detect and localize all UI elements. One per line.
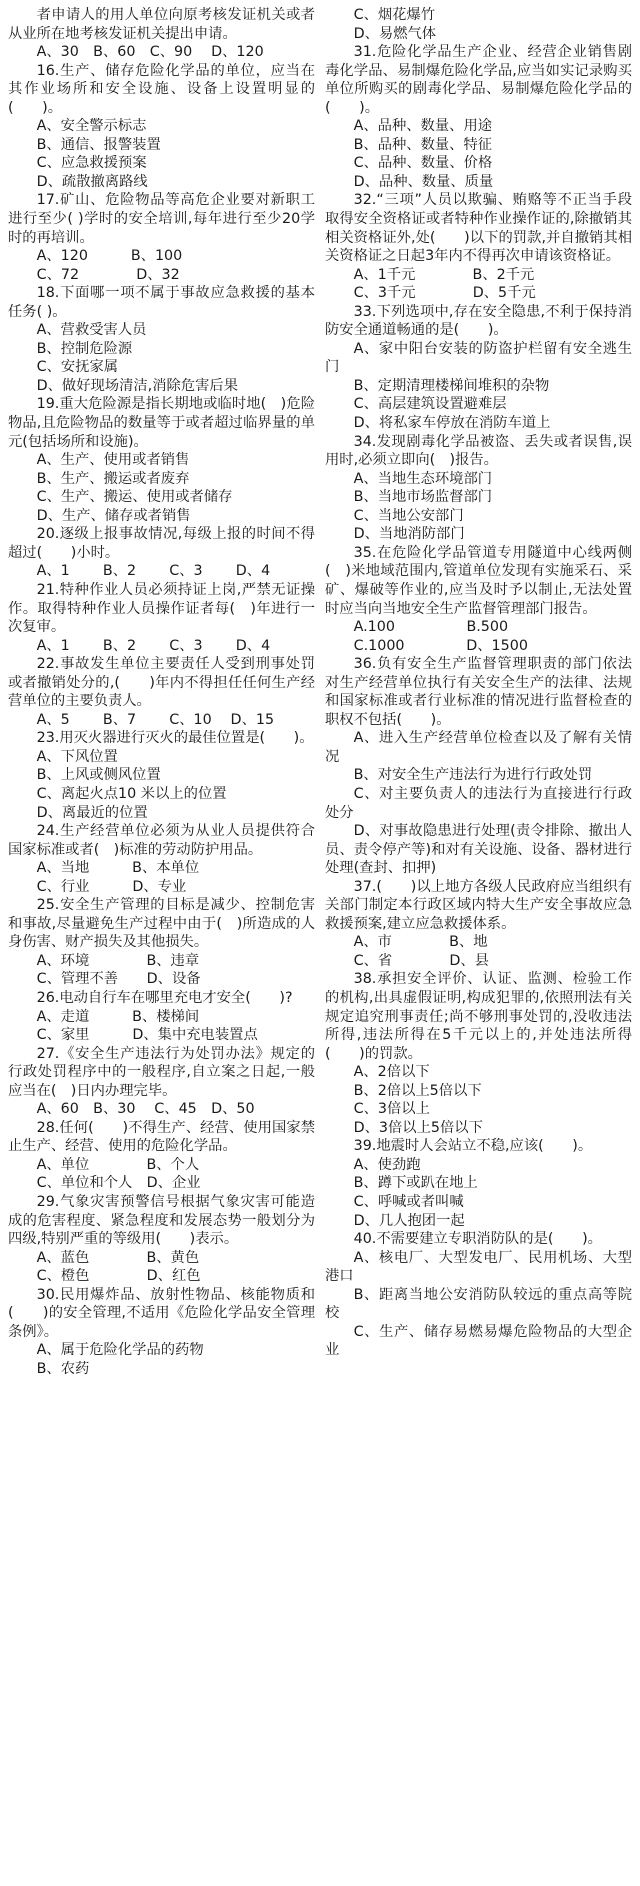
answer-options: D、当地消防部门 <box>353 526 465 543</box>
question-text: B、对安全生产违法行为进行行政处罚 <box>353 767 593 784</box>
question-text: 28.任何( )不得生产、经营、使用国家禁止生产、经营、使用的危险化学品。 <box>8 1119 315 1155</box>
question-text: 23.用灭火器进行灭火的最佳位置是( )。 <box>36 730 314 747</box>
question-text: 20.逐级上报事故情况,每级上报的时间不得超过( )小时。 <box>8 526 315 561</box>
answer-options: B、品种、数量、特征 <box>353 136 493 153</box>
continued-text: 者申请人的用人单位向原考核发证机关或者从业所在地考核发证机关提出申请。 <box>8 7 315 42</box>
question-text: 18.下面哪一项不属于事故应急救援的基本任务( )。 <box>8 285 315 320</box>
answer-options: B、控制危险源 <box>36 340 133 357</box>
answer-options: B、农药 <box>36 1360 90 1377</box>
answer-options: A、2倍以下 <box>353 1064 430 1081</box>
question-text: 21.特种作业人员必须持证上岗,严禁无证操作。取得特种作业人员操作证者每( )年进行一次复审。 <box>8 581 315 636</box>
question-text: 34.发现剧毒化学品被盗、丢失或者误售,误用时,必须立即向( )报告。 <box>325 433 632 469</box>
question-text: A、核电厂、大型发电厂、民用机场、大型港口 <box>325 1249 632 1285</box>
question-text: 22.事故发生单位主要责任人受到刑事处罚或者撤销处分的,( )年内不得担任任何生产经营单位的主要负责人。 <box>8 656 315 710</box>
answer-options: B、当地市场监督部门 <box>353 489 493 506</box>
answer-options: D、离最近的位置 <box>36 804 148 821</box>
answer-options: C、呼喊或者叫喊 <box>353 1194 464 1210</box>
answer-options: C、单位和个人 D、企业 <box>36 1175 201 1192</box>
answer-options: C、当地公安部门 <box>353 507 464 524</box>
answer-options: A、60 B、30 C、45 D、50 <box>36 1101 255 1118</box>
answer-options: C、应急救援预案 <box>36 155 147 172</box>
answer-options: B、2倍以上5倍以下 <box>353 1082 482 1099</box>
question-text: 39.地震时人会站立不稳,应该( )。 <box>353 1138 593 1155</box>
answer-options: C、3倍以上 <box>353 1101 430 1118</box>
answer-options: B、生产、搬运或者废弃 <box>36 470 190 487</box>
answer-options: D、品种、数量、质量 <box>353 173 494 190</box>
answer-options: A、市 B、地 <box>353 934 488 951</box>
question-text: A、家中阳台安装的防盗护栏留有安全逃生门 <box>325 340 632 376</box>
answer-options: A、下风位置 <box>36 748 118 765</box>
question-text: 29.气象灾害预警信号根据气象灾害可能造成的危害程度、紧急程度和发展态势一般划分为四级,特别严重的等级用( )表示。 <box>8 1194 315 1248</box>
answer-options: D、做好现场清洁,消除危害后果 <box>36 377 239 394</box>
question-text: A、进入生产经营单位检查以及了解有关情况 <box>325 730 632 765</box>
answer-options: B、通信、报警装置 <box>36 136 161 153</box>
question-text: 40.不需要建立专职消防队的是( )。 <box>353 1231 602 1248</box>
answer-options: B、蹲下或趴在地上 <box>353 1175 478 1192</box>
answer-options: A、安全警示标志 <box>36 118 147 135</box>
answer-options: A、120 B、100 <box>36 248 183 265</box>
question-text: 37.( )以上地方各级人民政府应当组织有关部门制定本行政区域内特大生产安全事故应急救援预案,建立应急救援体系。 <box>325 878 632 932</box>
answer-options: C、省 D、县 <box>353 952 489 969</box>
question-text: 36.负有安全生产监督管理职责的部门依法对生产经营单位执行有关安全生产的法律、法规和国家标准或者行业标准的情况进行监督检查的职权不包括( )。 <box>325 656 632 728</box>
question-text: 24.生产经营单位必须为从业人员提供符合国家标准或者( )标准的劳动防护用品。 <box>8 823 315 858</box>
answer-options: A、环境 B、违章 <box>36 952 200 969</box>
question-text: 25.安全生产管理的目标是减少、控制危害和事故,尽量避免生产过程中由于( )所造成的人身伤害、财产损失及其他损失。 <box>8 897 315 951</box>
question-text: 17.矿山、危险物品等高危企业要对新职工进行至少( )学时的安全培训,每年进行至少20学时的再培训。 <box>8 192 315 246</box>
answer-options: A、1 B、2 C、3 D、4 <box>36 637 271 654</box>
question-text: 32.“三项”人员以欺骗、贿赂等不正当手段取得安全资格证或者特种作业操作证的,除撤销其相关资格证外,处( )以下的罚款,并自撤销其相关资格证之日起3年内不得再次申请该资格证。 <box>325 192 632 265</box>
question-text: 19.重大危险源是指长期地或临时地( )危险物品,且危险物品的数量等于或者超过临界量的单元(包括场所和设施)。 <box>8 396 315 450</box>
answer-options: C、3千元 D、5千元 <box>353 285 536 302</box>
question-text: 35.在危险化学品管道专用隧道中心线两侧( )米地域范围内,管道单位发现有实施采石、采矿、爆破等作业的,应当及时予以制止,无法处置时应当向当地安全生产监督管理部门报告。 <box>325 544 632 617</box>
answer-options: A、蓝色 B、黄色 <box>36 1249 200 1266</box>
answer-options: C、橙色 D、红色 <box>36 1268 201 1285</box>
answer-options: C.1000 D、1500 <box>353 637 528 654</box>
question-text: 31.危险化学品生产企业、经营企业销售剧毒化学品、易制爆危险化学品,应当如实记录购买单位所购买的剧毒化学品、易制爆危险化学品的( )。 <box>325 44 632 116</box>
answer-options: B、上风或侧风位置 <box>36 767 161 784</box>
question-text: B、距离当地公安消防队较远的重点高等院校 <box>325 1286 632 1322</box>
question-text: 33.下列选项中,存在安全隐患,不利于保持消防安全通道畅通的是( )。 <box>325 303 632 339</box>
question-text: D、对事故隐患进行处理(责令排除、撤出人员、责令停产等)和对有关设施、设备、器材进行处理(查封、扣押) <box>325 823 632 877</box>
answer-options: A、5 B、7 C、10 D、15 <box>36 711 275 728</box>
answer-options: A、走道 B、楼梯间 <box>36 1008 200 1025</box>
answer-options: A、单位 B、个人 <box>36 1156 200 1173</box>
question-text: C、对主要负责人的违法行为直接进行行政处分 <box>325 785 632 821</box>
question-text: 38.承担安全评价、认证、监测、检验工作的机构,出具虚假证明,构成犯罪的,依照刑法有关规定追究刑事责任;尚不够刑事处罚的,没收违法所得,违法所得在5千元以上的,并处违法所得( )的罚款。 <box>325 971 632 1062</box>
answer-options: A、1千元 B、2千元 <box>353 266 535 283</box>
answer-options: A、1 B、2 C、3 D、4 <box>36 563 271 580</box>
left-column <box>8 6 315 1886</box>
question-text: 30.民用爆炸品、放射性物品、核能物质和( )的安全管理,不适用《危险化学品安全管理条例》。 <box>8 1286 315 1340</box>
answer-options: A、属于危险化学品的药物 <box>36 1342 204 1359</box>
answer-options: C、行业 D、专业 <box>36 878 187 895</box>
answer-options: C、安抚家属 <box>36 359 119 376</box>
answer-options: C、高层建筑设置避难层 <box>353 396 507 413</box>
answer-options: A、生产、使用或者销售 <box>36 452 190 469</box>
answer-options: C、72 D、32 <box>36 266 180 283</box>
answer-options: A、品种、数量、用途 <box>353 118 493 135</box>
answer-options: C、离起火点10 米以上的位置 <box>36 785 227 802</box>
question-text: C、生产、储存易燃易爆危险物品的大型企业 <box>325 1323 632 1359</box>
answer-options: D、易燃气体 <box>353 25 437 42</box>
answer-options: B、定期清理楼梯间堆积的杂物 <box>353 377 550 394</box>
question-text: 26.电动自行车在哪里充电才安全( )? <box>36 989 293 1006</box>
answer-options: A、使劲跑 <box>353 1156 421 1173</box>
answer-options: D、将私家车停放在消防车道上 <box>353 415 551 432</box>
answer-options: A.100 B.500 <box>353 619 509 636</box>
answer-options: A、当地 B、本单位 <box>36 860 200 877</box>
right-column <box>325 6 632 1886</box>
answer-options: A、当地生态环境部门 <box>353 470 493 487</box>
answer-options: C、烟花爆竹 <box>353 7 436 23</box>
answer-options: D、疏散撤离路线 <box>36 173 148 190</box>
question-text: 27.《安全生产违法行为处罚办法》规定的行政处罚程序中的一般程序,自立案之日起,一般应当在( )日内办理完毕。 <box>8 1045 315 1099</box>
answer-options: A、30 B、60 C、90 D、120 <box>36 44 264 61</box>
answer-options: D、几人抱团一起 <box>353 1212 465 1229</box>
answer-options: D、生产、储存或者销售 <box>36 507 191 524</box>
answer-options: C、家里 D、集中充电装置点 <box>36 1027 258 1044</box>
question-text: 16.生产、储存危险化学品的单位，应当在其作业场所和安全设施、设备上设置明显的( )。 <box>8 62 315 116</box>
answer-options: C、生产、搬运、使用或者储存 <box>36 489 233 506</box>
answer-options: C、品种、数量、价格 <box>353 155 493 172</box>
answer-options: C、管理不善 D、设备 <box>36 971 201 988</box>
answer-options: A、营救受害人员 <box>36 322 147 339</box>
answer-options: D、3倍以上5倍以下 <box>353 1119 483 1136</box>
